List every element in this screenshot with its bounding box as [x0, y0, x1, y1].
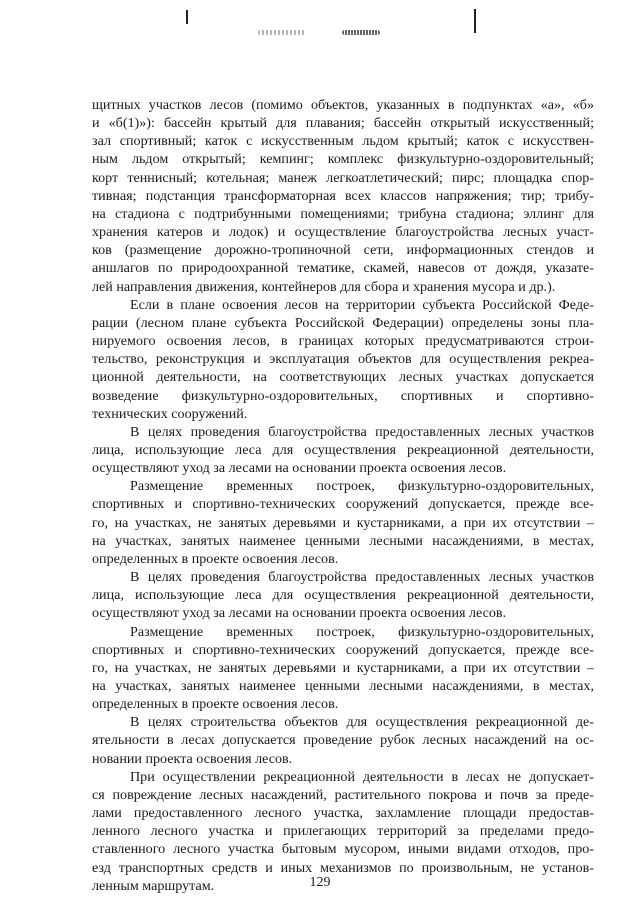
text-line: аншлагов по природоохранной тематике, скамей, навесов от дождя, указате-	[92, 260, 594, 277]
text-line: определенных в проекте освоения лесов.	[92, 696, 339, 713]
scan-edge-mark-left	[186, 10, 188, 24]
text-line: В целях проведения благоустройства предоставленных лесных участков	[130, 423, 594, 440]
text-line: ным льдом открытый; кемпинг; комплекс физкультурно-оздоровительный;	[92, 151, 594, 168]
text-line: рации (лесном плане субъекта Российской Федерации) определены зоны пла-	[92, 314, 594, 331]
text-line: щитных участков лесов (помимо объектов, указанных в подпунктах «а», «б»	[92, 97, 594, 113]
text-line: тивная; подстанция трансформаторная всех классов напряжения; тир; трибу-	[92, 187, 594, 204]
text-line: возведение физкультурно-оздоровительных, спортивных и спортивно-	[92, 387, 594, 404]
text-line: определенных в проекте освоения лесов.	[92, 550, 339, 567]
text-line: ставленного лесного участка бытовым мусором, иными видами отходов, про-	[92, 841, 594, 858]
text-line: хранения катеров и лодок) и осуществление благоустройства лесных участ-	[92, 224, 594, 241]
text-line: го, на участках, не занятых деревьями и кустарниками, а при их отсутствии –	[92, 514, 594, 531]
text-line: лами предоставленного лесного участка, захламление площади предостав-	[92, 805, 594, 822]
scan-smudge	[342, 30, 380, 35]
text-line: ционной деятельности, на соответствующих лесных участках допускается	[92, 369, 594, 386]
text-line: корт теннисный; котельная; манеж легкоатлетический; пирс; площадка спор-	[92, 169, 594, 186]
text-line: зал спортивный; каток с искусственным льдом крытый; каток с искусствен-	[92, 133, 594, 150]
text-line: Размещение временных построек, физкультурно-оздоровительных,	[130, 623, 594, 640]
text-line: При осуществлении рекреационной деятельности в лесах не допускает-	[130, 768, 594, 785]
scan-edge-mark-right	[474, 9, 476, 33]
text-line: тельство, реконструкция и эксплуатация объектов для осуществления рекреа-	[92, 351, 594, 368]
text-line: нируемого освоения лесов, в границах которых предусматриваются строи-	[92, 333, 594, 350]
text-line: осуществляют уход за лесами на основании проекта освоения лесов.	[92, 605, 507, 622]
text-line: ленного лесного участка и прилегающих территорий за пределами предо-	[92, 823, 594, 840]
text-line: ятельности в лесах допускается проведение рубок лесных насаждений на ос-	[92, 732, 594, 749]
text-line: ся повреждение лесных насаждений, растительного покрова и почв за преде-	[92, 786, 594, 803]
text-line: Если в плане освоения лесов на территории субъекта Российской Феде-	[130, 296, 594, 313]
text-line: ков (размещение дорожно-тропиночной сети, информационных стендов и	[92, 242, 594, 259]
text-line: спортивных и спортивно-технических сооружений допускается, прежде все-	[92, 641, 594, 658]
text-line: на участках, занятых наименее ценными лесными насаждениями, в местах,	[92, 532, 594, 549]
text-line: новании проекта освоения лесов.	[92, 750, 293, 767]
text-line: го, на участках, не занятых деревьями и кустарниками, а при их отсутствии –	[92, 659, 594, 676]
text-line: лица, использующие леса для осуществления рекреационной деятельности,	[92, 441, 594, 458]
text-line: на стадиона с подтрибунными помещениями; трибуна стадиона; эллинг для	[92, 205, 594, 222]
text-line: лица, использующие леса для осуществления рекреационной деятельности,	[92, 587, 594, 604]
text-line: и «б(1)»): бассейн крытый для плавания; бассейн открытый искусственный;	[92, 115, 594, 132]
text-line: технических сооружений.	[92, 405, 248, 422]
text-line: Размещение временных построек, физкультурно-оздоровительных,	[130, 478, 594, 495]
text-line: на участках, занятых наименее ценными лесными насаждениями, в местах,	[92, 678, 594, 694]
text-line: В целях проведения благоустройства предоставленных лесных участков	[130, 569, 594, 586]
text-line: осуществляют уход за лесами на основании проекта освоения лесов.	[92, 460, 507, 477]
page-body-text	[92, 96, 594, 895]
page-number: 129	[309, 875, 331, 890]
text-line: спортивных и спортивно-технических сооружений допускается, прежде все-	[92, 496, 594, 513]
text-line: В целях строительства объектов для осуществления рекреационной де-	[130, 714, 594, 731]
scan-smudge	[258, 30, 306, 35]
text-line: лей направления движения, контейнеров для сбора и хранения мусора и др.).	[92, 278, 556, 295]
text-line: езд транспортных средств и иных механизмов по произвольным, не установ-	[92, 859, 594, 876]
text-line: ленным маршрутам.	[92, 877, 215, 894]
